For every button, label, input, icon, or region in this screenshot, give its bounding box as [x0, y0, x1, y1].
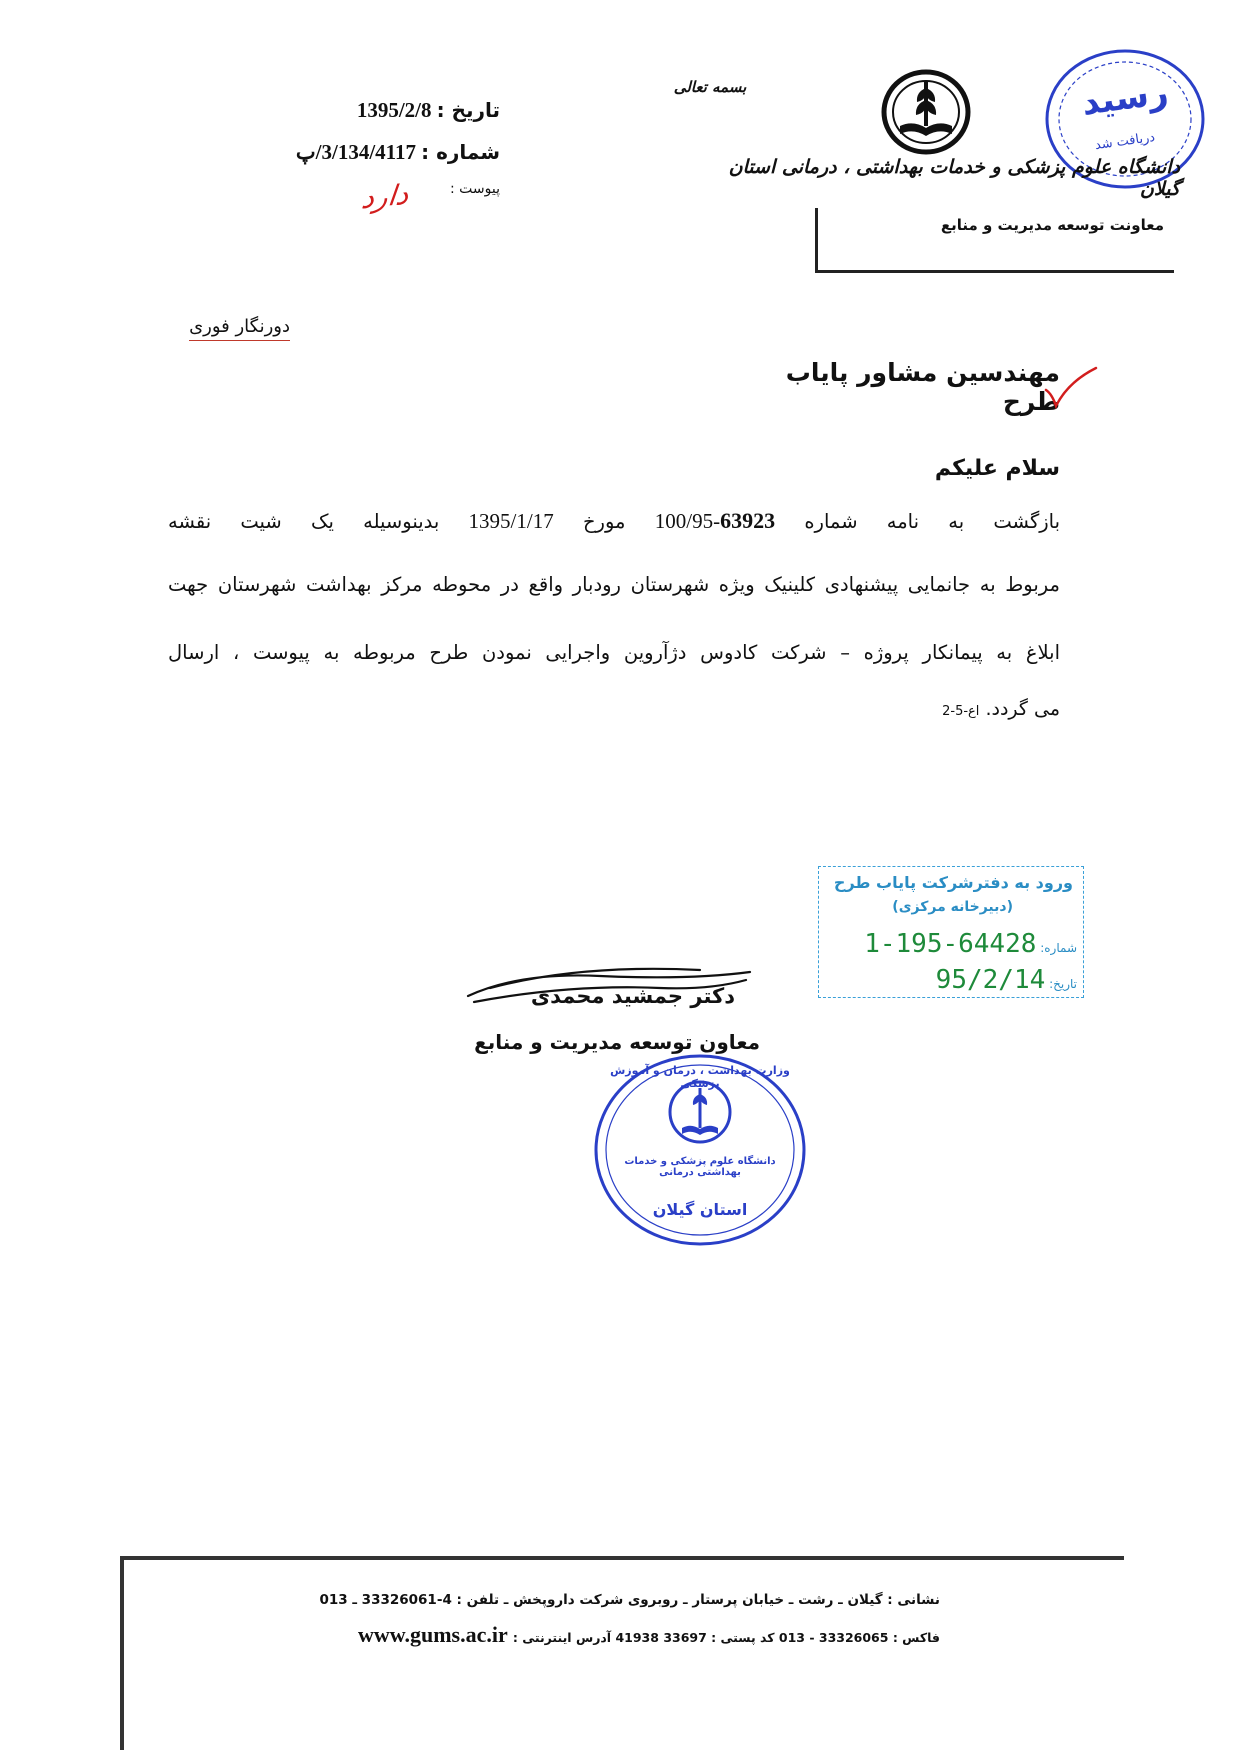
date-line [300, 98, 500, 123]
closing-text: می گردد. [985, 698, 1060, 720]
number-value: 3/134/4117/پ [295, 140, 417, 164]
body-line-1-prefix: بازگشت به نامه شماره [804, 510, 1061, 533]
letter-ref-bold: 63923 [720, 508, 776, 533]
letter-ref-rest: -100/95 [654, 509, 721, 533]
number-label: شماره : [421, 140, 500, 164]
checkmark-icon [1042, 362, 1100, 414]
department-box [815, 208, 1174, 273]
footer-website[interactable]: www.gums.ac.ir [358, 1622, 508, 1647]
addressee: مهندسین مشاور پایاب طرح [785, 358, 1060, 416]
dated-word: مورخ [582, 510, 626, 533]
entry-stamp-title: ورود به دفترشرکت پایاب طرح [833, 873, 1073, 892]
greeting: سلام علیکم [934, 456, 1060, 481]
seal-middle-text: دانشگاه علوم پزشکی و خدمات بهداشتی درمانی [624, 1156, 776, 1178]
fax-type [160, 316, 290, 337]
body-line-2: مربوط به جانمایی پیشنهادی کلینیک ویژه شهرستان رودبار واقع در محوطه مرکز بهداشت شهرستان جهت [168, 573, 1060, 596]
date-label: تاریخ : [436, 98, 500, 122]
entry-stamp-date-label: تاریخ: [1049, 977, 1077, 991]
basmala: بسمه تعالی [673, 78, 747, 96]
university-name: دانشگاه علوم پزشکی و خدمات بهداشتی ، درمانی استان گیلان [728, 156, 1180, 200]
official-seal [590, 1050, 810, 1250]
entry-stamp-number-row [864, 929, 1077, 959]
ref-date: 1395/1/17 [468, 509, 554, 533]
fax-type-label: دورنگار فوری [189, 316, 290, 341]
body-line-3: ابلاغ به پیمانکار پروژه – شرکت کادوس دژآروین واجرایی نمودن طرح مربوطه به پیوست ، ارسال [168, 641, 1060, 664]
entry-stamp-date-value: 95/2/14 [935, 965, 1046, 995]
received-stamp-text: رسید [1079, 72, 1171, 124]
entry-stamp-date-row [936, 965, 1077, 995]
body-line-1 [168, 508, 1060, 534]
attachment-label: پیوست : [450, 181, 500, 197]
closing-line [860, 698, 1060, 720]
received-stamp-subtext: دریافت شد [1094, 129, 1156, 154]
entry-stamp-subtitle: (دبیرخانه مرکزی) [892, 899, 1013, 915]
department-name: معاونت توسعه مدیریت و منابع [940, 216, 1164, 234]
footer-contact-line [330, 1622, 940, 1648]
entry-stamp-number-value: 1-195-64428 [864, 929, 1037, 959]
signatory-title: معاون توسعه مدیریت و منابع [474, 1030, 760, 1054]
date-value: 1395/2/8 [356, 98, 432, 122]
entry-stamp [818, 866, 1084, 998]
entry-stamp-number-label: شماره: [1040, 941, 1077, 955]
signatory-name: دکتر جمشید محمدی [530, 984, 735, 1008]
university-logo [878, 64, 974, 160]
footer-frame [120, 1556, 1124, 1750]
ref-code: اع-5-2 [942, 704, 980, 719]
number-line [240, 140, 500, 165]
body-line-1-suffix: بدینوسیله یک شیت نقشه [168, 510, 440, 533]
footer-address: نشانی : گیلان ـ رشت ـ خیابان پرستار ـ روبروی شرکت داروپخش ـ تلفن : 4-33326061 ـ 013 [319, 1592, 940, 1608]
seal-top-text: وزارت بهداشت ، درمان و آموزش پزشکی [610, 1064, 790, 1090]
wheat-book-icon [878, 64, 974, 160]
seal-bottom-text: استان گیلان [652, 1200, 748, 1219]
attachment-handwritten: دارد [359, 177, 411, 216]
footer-fax: فاکس : 33326065 - 013 کد پستی : 33697 41938 آدرس اینترنتی : [512, 1630, 940, 1645]
